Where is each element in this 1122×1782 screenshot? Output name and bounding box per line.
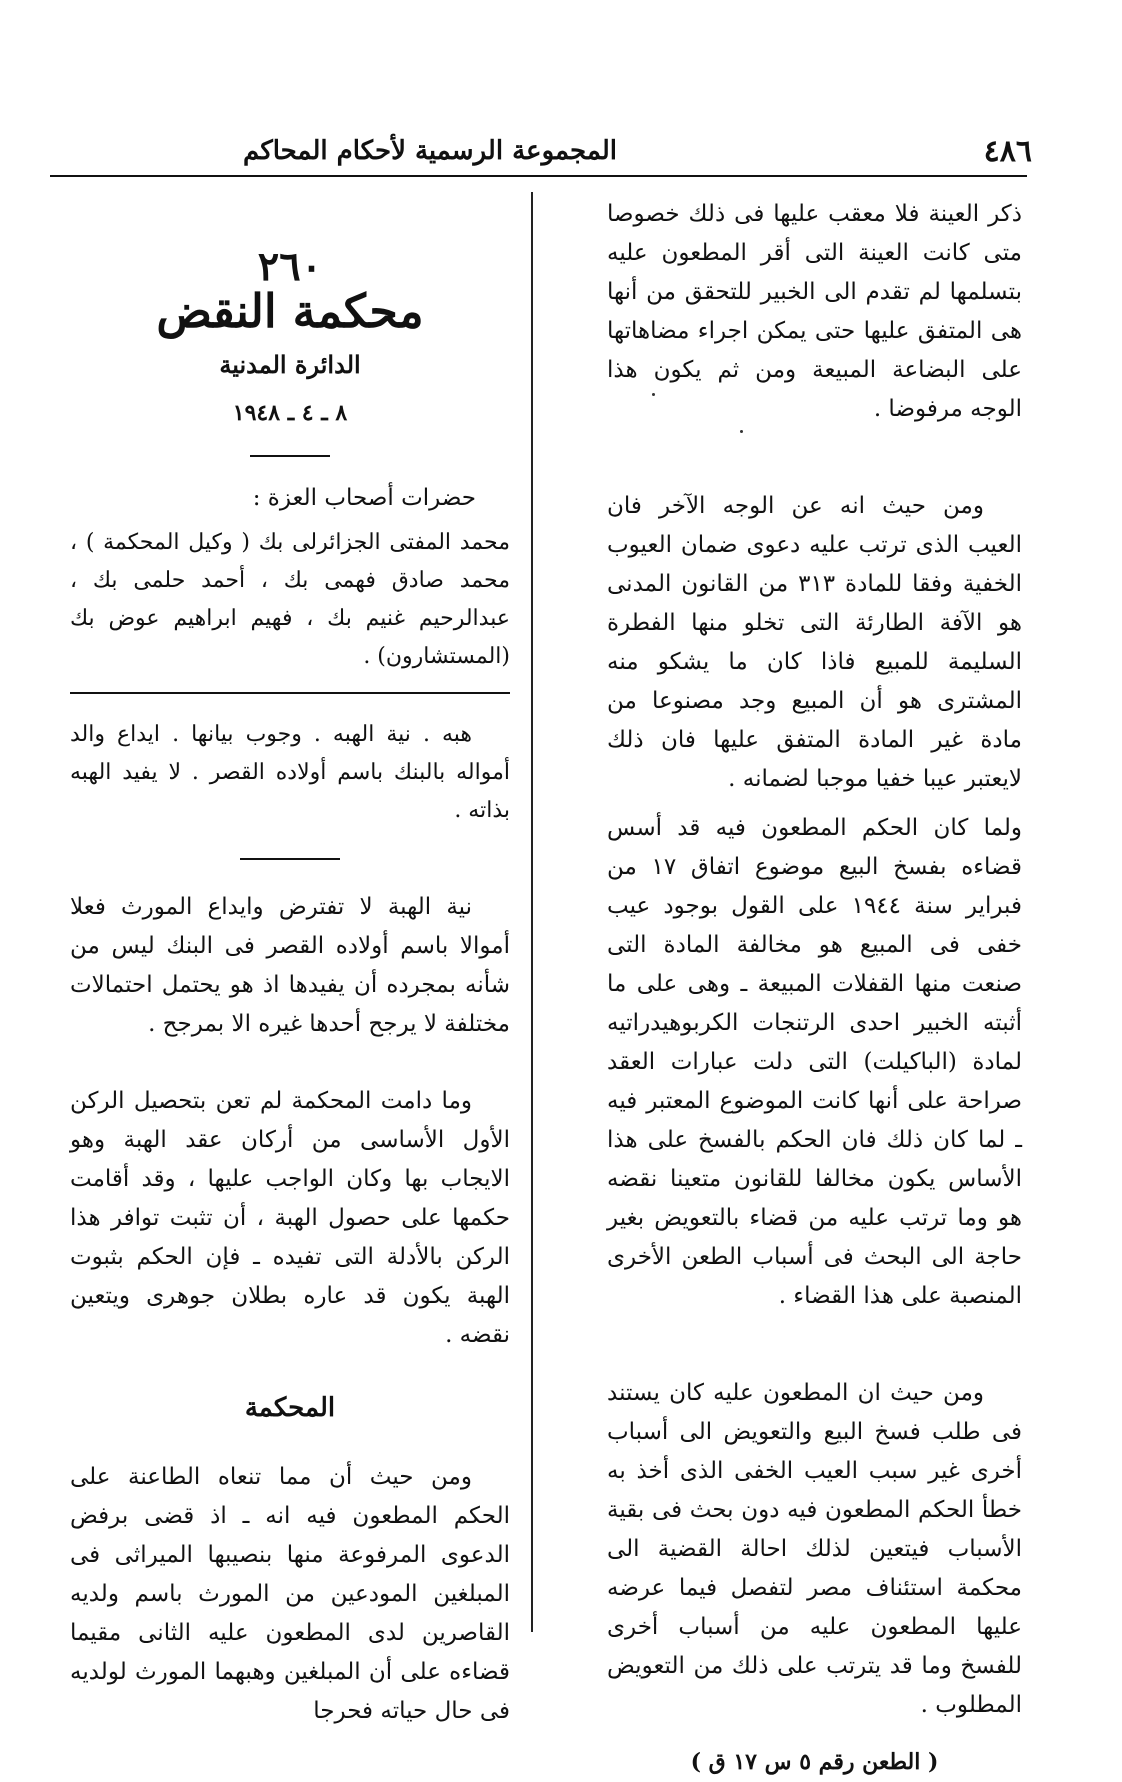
court-name: محكمة النقض xyxy=(156,284,424,338)
page-header xyxy=(40,128,1032,176)
appeal-reference: ( الطعن رقم ٥ س ١٧ ق ) xyxy=(690,1749,939,1775)
section-heading: المحكمة xyxy=(244,1393,336,1423)
separator-rule xyxy=(240,858,340,860)
paragraph: ذكر العينة فلا معقب عليها فى ذلك خصوصا متى كانت العينة التى أقر المطعون عليه بتسلمها لم تقدم الى الخبير للتحقق من أنها هى المتفق عليها حتى يمكن اجراء مضاهاتها على البضاعة المبيعة ومن ثم يكون هذا الوجه مرفوضا . xyxy=(607,201,1022,422)
summary-paragraph: نية الهبة لا تفترض وايداع المورث فعلا أموالا باسم أولاده القصر فى البنك ليس من شأنه بمجرده أن يفيدها اذ هو يحتمل احتمالات مختلفة لا يرجح أحدها غيره الا بمرجح . xyxy=(70,894,510,1037)
keywords: هبه . نية الهبه . وجوب بيانها . ايداع والد أمواله بالبنك باسم أولاده القصر . لا يفيد الهبه بذاته . xyxy=(70,722,510,823)
separator-rule xyxy=(250,455,330,457)
scan-speck xyxy=(740,430,743,433)
page-number: ٤٨٦ xyxy=(983,134,1032,169)
judges-list: محمد المفتى الجزائرلى بك ( وكيل المحكمة ) ، محمد صادق فهمى بك ، أحمد حلمى بك ، عبدالرحيم غنيم بك ، فهيم ابراهيم عوض بك (المستشارون) . xyxy=(70,530,510,669)
running-title: المجموعة الرسمية لأحكام المحاكم xyxy=(243,136,617,166)
left-column xyxy=(70,195,510,1741)
scan-speck xyxy=(652,393,655,396)
column-divider xyxy=(531,192,533,1632)
case-number: ٢٦٠ xyxy=(257,243,323,290)
judges-label: حضرات أصحاب العزة : xyxy=(252,485,476,511)
circuit-name: الدائرة المدنية xyxy=(219,350,361,379)
judgment-paragraph: ومن حيث أن مما تنعاه الطاعنة على الحكم المطعون فيه انه ـ اذ قضى برفض الدعوى المرفوعة منها بنصيبها الميراثى فى المبلغين المودعين من المورث باسم ولديه القاصرين لدى المطعون عليه الثانى مقيما قضاءه على أن المبلغين وهبهما المورث لولديه فى حال حياته فحرجا xyxy=(70,1464,510,1724)
right-column xyxy=(607,195,1022,1782)
separator-rule xyxy=(70,692,510,694)
judgment-date: ٨ ـ ٤ ـ ١٩٤٨ xyxy=(232,400,348,426)
header-rule xyxy=(50,175,1027,177)
paragraph: ومن حيث ان المطعون عليه كان يستند فى طلب فسخ البيع والتعويض الى أسباب أخرى غير سبب العيب الخفى الذى أخذ به خطأ الحكم المطعون فيه دون بحث فى بقية الأسباب فيتعين لذلك احالة القضية الى محكمة استئناف مصر لتفصل فيما عرضه عليها المطعون عليه من أسباب أخرى للفسخ وما قد يترتب على ذلك من التعويض المطلوب . xyxy=(607,1380,1022,1718)
summary-paragraph: وما دامت المحكمة لم تعن بتحصيل الركن الأول الأساسى من أركان عقد الهبة وهو الايجاب بها وكان الواجب عليها ، وقد أقامت حكمها على حصول الهبة ، أن تثبت توافر هذا الركن بالأدلة التى تفيده ـ فإن الحكم بثبوت الهبة يكون قد عاره بطلان جوهرى ويتعين نقضه . xyxy=(70,1088,510,1348)
paragraph: ومن حيث انه عن الوجه الآخر فان العيب الذى ترتب عليه دعوى ضمان العيوب الخفية وفقا للمادة ٣١٣ من القانون المدنى هو الآفة الطارئة التى تخلو منها الفطرة السليمة للمبيع فاذا كان ما يشكو منه المشترى هو أن المبيع وجد مصنوعا من مادة غير المادة المتفق عليها فان ذلك لايعتبر عيبا خفيا موجبا لضمانه . xyxy=(607,493,1022,792)
paragraph: ولما كان الحكم المطعون فيه قد أسس قضاءه بفسخ البيع موضوع اتفاق ١٧ من فبراير سنة ١٩٤٤ على القول بوجود عيب خفى فى المبيع هو مخالفة المادة التى صنعت منها القفلات المبيعة ـ وهى على ما أثبته الخبير احدى الرتنجات الكربوهيدراتيه لمادة (الباكيلت) التى دلت عبارات العقد صراحة على أنها كانت الموضوع المعتبر فيه ـ لما كان ذلك فان الحكم بالفسخ على هذا الأساس يكون مخالفا للقانون متعينا نقضه هو وما ترتب عليه من قضاء بالتعويض بغير حاجة الى البحث فى أسباب الطعن الأخرى المنصبة على هذا القضاء . xyxy=(607,815,1023,1309)
